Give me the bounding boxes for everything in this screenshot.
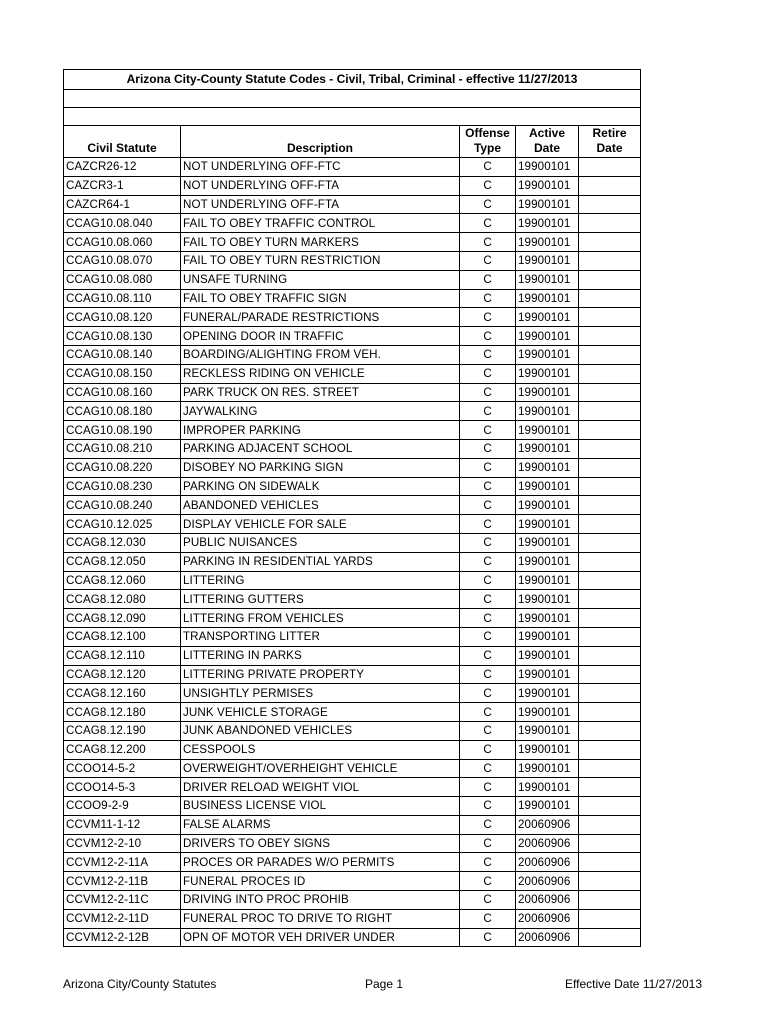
header-offense-type-line1: Offense xyxy=(465,126,510,140)
table-row xyxy=(64,721,641,740)
retire-date-cell xyxy=(579,421,641,440)
offense-type-cell: C xyxy=(460,665,516,684)
table-row xyxy=(64,421,641,440)
statute-code-cell: CCAG8.12.100 xyxy=(64,627,181,646)
description-cell: FAIL TO OBEY TRAFFIC SIGN xyxy=(181,289,460,308)
offense-type-cell: C xyxy=(460,327,516,346)
table-row xyxy=(64,251,641,270)
table-row xyxy=(64,684,641,703)
statute-code-cell: CCOO9-2-9 xyxy=(64,797,181,816)
retire-date-cell xyxy=(579,308,641,327)
active-date-cell: 19900101 xyxy=(516,515,579,534)
table-row xyxy=(64,703,641,722)
retire-date-cell xyxy=(579,158,641,177)
statute-code-cell: CCAG8.12.110 xyxy=(64,646,181,665)
retire-date-cell xyxy=(579,909,641,928)
retire-date-cell xyxy=(579,571,641,590)
active-date-cell: 19900101 xyxy=(516,327,579,346)
blank-cell xyxy=(64,108,641,126)
retire-date-cell xyxy=(579,383,641,402)
statute-code-cell: CCAG10.08.060 xyxy=(64,233,181,252)
header-retire-date-line1: Retire xyxy=(592,126,627,140)
footer-page-number: Page 1 xyxy=(365,977,404,991)
statute-code-cell: CCAG10.08.190 xyxy=(64,421,181,440)
description-cell: LITTERING IN PARKS xyxy=(181,646,460,665)
offense-type-cell: C xyxy=(460,195,516,214)
table-row xyxy=(64,270,641,289)
description-cell: FAIL TO OBEY TURN MARKERS xyxy=(181,233,460,252)
retire-date-cell xyxy=(579,853,641,872)
statute-code-cell: CCAG10.08.070 xyxy=(64,251,181,270)
active-date-cell: 19900101 xyxy=(516,721,579,740)
description-cell: FUNERAL/PARADE RESTRICTIONS xyxy=(181,308,460,327)
retire-date-cell xyxy=(579,703,641,722)
table-row xyxy=(64,609,641,628)
offense-type-cell: C xyxy=(460,646,516,665)
header-offense-type-line2: Type xyxy=(473,141,502,155)
retire-date-cell xyxy=(579,533,641,552)
table-row xyxy=(64,308,641,327)
table-row xyxy=(64,402,641,421)
active-date-cell: 19900101 xyxy=(516,552,579,571)
active-date-cell: 19900101 xyxy=(516,402,579,421)
header-civil-statute: Civil Statute xyxy=(64,126,181,158)
retire-date-cell xyxy=(579,439,641,458)
retire-date-cell xyxy=(579,195,641,214)
active-date-cell: 19900101 xyxy=(516,496,579,515)
description-cell: PARK TRUCK ON RES. STREET xyxy=(181,383,460,402)
active-date-cell: 20060906 xyxy=(516,872,579,891)
table-title: Arizona City-County Statute Codes - Civil, Tribal, Criminal - effective 11/27/2013 xyxy=(64,70,641,90)
active-date-cell: 19900101 xyxy=(516,533,579,552)
active-date-cell: 19900101 xyxy=(516,665,579,684)
offense-type-cell: C xyxy=(460,421,516,440)
header-retire-date xyxy=(579,126,641,158)
table-row xyxy=(64,928,641,947)
description-cell: BUSINESS LICENSE VIOL xyxy=(181,797,460,816)
statute-code-cell: CCVM12-2-11B xyxy=(64,872,181,891)
offense-type-cell: C xyxy=(460,439,516,458)
description-cell: FUNERAL PROCES ID xyxy=(181,872,460,891)
table-row xyxy=(64,872,641,891)
offense-type-cell: C xyxy=(460,308,516,327)
active-date-cell: 20060906 xyxy=(516,928,579,947)
header-active-date-line1: Active xyxy=(528,126,566,140)
description-cell: ABANDONED VEHICLES xyxy=(181,496,460,515)
retire-date-cell xyxy=(579,778,641,797)
retire-date-cell xyxy=(579,176,641,195)
active-date-cell: 19900101 xyxy=(516,176,579,195)
retire-date-cell xyxy=(579,515,641,534)
table-row xyxy=(64,195,641,214)
statute-code-cell: CCAG10.08.230 xyxy=(64,477,181,496)
description-cell: LITTERING FROM VEHICLES xyxy=(181,609,460,628)
description-cell: FALSE ALARMS xyxy=(181,815,460,834)
table-row xyxy=(64,214,641,233)
statute-code-cell: CCAG10.08.240 xyxy=(64,496,181,515)
active-date-cell: 19900101 xyxy=(516,477,579,496)
table-row xyxy=(64,646,641,665)
retire-date-cell xyxy=(579,552,641,571)
description-cell: JUNK ABANDONED VEHICLES xyxy=(181,721,460,740)
statute-code-cell: CCAG10.08.040 xyxy=(64,214,181,233)
description-cell: JUNK VEHICLE STORAGE xyxy=(181,703,460,722)
offense-type-cell: C xyxy=(460,759,516,778)
offense-type-cell: C xyxy=(460,891,516,910)
offense-type-cell: C xyxy=(460,703,516,722)
footer-title: Arizona City/County Statutes xyxy=(63,977,217,991)
statute-code-cell: CCAG8.12.090 xyxy=(64,609,181,628)
retire-date-cell xyxy=(579,233,641,252)
description-cell: NOT UNDERLYING OFF-FTC xyxy=(181,158,460,177)
description-cell: FAIL TO OBEY TRAFFIC CONTROL xyxy=(181,214,460,233)
active-date-cell: 19900101 xyxy=(516,609,579,628)
table-row xyxy=(64,834,641,853)
active-date-cell: 19900101 xyxy=(516,797,579,816)
active-date-cell: 19900101 xyxy=(516,778,579,797)
table-row xyxy=(64,815,641,834)
statute-code-cell: CCVM12-2-11C xyxy=(64,891,181,910)
offense-type-cell: C xyxy=(460,684,516,703)
statute-code-cell: CCAG8.12.030 xyxy=(64,533,181,552)
statute-code-cell: CCOO14-5-3 xyxy=(64,778,181,797)
offense-type-cell: C xyxy=(460,496,516,515)
retire-date-cell xyxy=(579,721,641,740)
offense-type-cell: C xyxy=(460,345,516,364)
retire-date-cell xyxy=(579,815,641,834)
statute-code-cell: CCAG10.08.180 xyxy=(64,402,181,421)
table-row xyxy=(64,627,641,646)
offense-type-cell: C xyxy=(460,909,516,928)
statute-code-cell: CCVM12-2-12B xyxy=(64,928,181,947)
description-cell: UNSAFE TURNING xyxy=(181,270,460,289)
table-row xyxy=(64,853,641,872)
retire-date-cell xyxy=(579,740,641,759)
statute-code-cell: CCAG8.12.050 xyxy=(64,552,181,571)
header-description: Description xyxy=(181,126,460,158)
blank-cell xyxy=(64,90,641,108)
retire-date-cell xyxy=(579,797,641,816)
active-date-cell: 19900101 xyxy=(516,740,579,759)
statute-code-cell: CCAG10.08.110 xyxy=(64,289,181,308)
active-date-cell: 19900101 xyxy=(516,458,579,477)
table-row xyxy=(64,439,641,458)
offense-type-cell: C xyxy=(460,458,516,477)
retire-date-cell xyxy=(579,665,641,684)
statute-code-cell: CCAG10.08.130 xyxy=(64,327,181,346)
description-cell: TRANSPORTING LITTER xyxy=(181,627,460,646)
retire-date-cell xyxy=(579,590,641,609)
table-header-row xyxy=(64,126,641,158)
retire-date-cell xyxy=(579,627,641,646)
offense-type-cell: C xyxy=(460,176,516,195)
retire-date-cell xyxy=(579,251,641,270)
active-date-cell: 20060906 xyxy=(516,834,579,853)
offense-type-cell: C xyxy=(460,571,516,590)
statute-code-cell: CCVM12-2-11A xyxy=(64,853,181,872)
statute-code-cell: CCAG8.12.190 xyxy=(64,721,181,740)
table-row xyxy=(64,477,641,496)
retire-date-cell xyxy=(579,928,641,947)
offense-type-cell: C xyxy=(460,928,516,947)
statute-code-cell: CAZCR64-1 xyxy=(64,195,181,214)
header-active-date-line2: Date xyxy=(533,141,560,155)
blank-row xyxy=(64,90,641,108)
offense-type-cell: C xyxy=(460,740,516,759)
active-date-cell: 20060906 xyxy=(516,909,579,928)
retire-date-cell xyxy=(579,834,641,853)
retire-date-cell xyxy=(579,646,641,665)
active-date-cell: 19900101 xyxy=(516,158,579,177)
offense-type-cell: C xyxy=(460,214,516,233)
table-row xyxy=(64,496,641,515)
description-cell: PARKING IN RESIDENTIAL YARDS xyxy=(181,552,460,571)
table-row xyxy=(64,571,641,590)
description-cell: DRIVERS TO OBEY SIGNS xyxy=(181,834,460,853)
offense-type-cell: C xyxy=(460,609,516,628)
offense-type-cell: C xyxy=(460,477,516,496)
statute-code-cell: CCAG10.08.210 xyxy=(64,439,181,458)
description-cell: DISOBEY NO PARKING SIGN xyxy=(181,458,460,477)
statute-code-cell: CCAG8.12.180 xyxy=(64,703,181,722)
retire-date-cell xyxy=(579,458,641,477)
description-cell: OVERWEIGHT/OVERHEIGHT VEHICLE xyxy=(181,759,460,778)
active-date-cell: 19900101 xyxy=(516,383,579,402)
statute-code-cell: CCAG8.12.120 xyxy=(64,665,181,684)
description-cell: PROCES OR PARADES W/O PERMITS xyxy=(181,853,460,872)
table-row xyxy=(64,383,641,402)
description-cell: OPN OF MOTOR VEH DRIVER UNDER xyxy=(181,928,460,947)
active-date-cell: 19900101 xyxy=(516,233,579,252)
offense-type-cell: C xyxy=(460,289,516,308)
active-date-cell: 20060906 xyxy=(516,891,579,910)
retire-date-cell xyxy=(579,327,641,346)
statute-code-cell: CCAG8.12.080 xyxy=(64,590,181,609)
table-row xyxy=(64,289,641,308)
offense-type-cell: C xyxy=(460,364,516,383)
offense-type-cell: C xyxy=(460,270,516,289)
description-cell: NOT UNDERLYING OFF-FTA xyxy=(181,176,460,195)
statute-code-cell: CCOO14-5-2 xyxy=(64,759,181,778)
offense-type-cell: C xyxy=(460,233,516,252)
description-cell: CESSPOOLS xyxy=(181,740,460,759)
description-cell: LITTERING PRIVATE PROPERTY xyxy=(181,665,460,684)
active-date-cell: 19900101 xyxy=(516,289,579,308)
retire-date-cell xyxy=(579,345,641,364)
offense-type-cell: C xyxy=(460,853,516,872)
offense-type-cell: C xyxy=(460,402,516,421)
active-date-cell: 19900101 xyxy=(516,684,579,703)
table-row xyxy=(64,740,641,759)
description-cell: IMPROPER PARKING xyxy=(181,421,460,440)
description-cell: PARKING ON SIDEWALK xyxy=(181,477,460,496)
active-date-cell: 19900101 xyxy=(516,251,579,270)
retire-date-cell xyxy=(579,891,641,910)
offense-type-cell: C xyxy=(460,383,516,402)
active-date-cell: 19900101 xyxy=(516,571,579,590)
active-date-cell: 19900101 xyxy=(516,646,579,665)
active-date-cell: 19900101 xyxy=(516,421,579,440)
statute-code-cell: CCAG10.08.140 xyxy=(64,345,181,364)
blank-row xyxy=(64,108,641,126)
table-row xyxy=(64,458,641,477)
offense-type-cell: C xyxy=(460,590,516,609)
statute-code-cell: CCAG10.08.120 xyxy=(64,308,181,327)
description-cell: DISPLAY VEHICLE FOR SALE xyxy=(181,515,460,534)
statute-code-cell: CCAG8.12.160 xyxy=(64,684,181,703)
statute-code-cell: CCAG10.08.220 xyxy=(64,458,181,477)
retire-date-cell xyxy=(579,402,641,421)
statute-code-cell: CCAG10.08.150 xyxy=(64,364,181,383)
retire-date-cell xyxy=(579,609,641,628)
description-cell: LITTERING GUTTERS xyxy=(181,590,460,609)
active-date-cell: 19900101 xyxy=(516,308,579,327)
offense-type-cell: C xyxy=(460,251,516,270)
offense-type-cell: C xyxy=(460,797,516,816)
offense-type-cell: C xyxy=(460,515,516,534)
offense-type-cell: C xyxy=(460,158,516,177)
retire-date-cell xyxy=(579,684,641,703)
statute-code-cell: CCAG8.12.200 xyxy=(64,740,181,759)
offense-type-cell: C xyxy=(460,552,516,571)
statute-code-cell: CAZCR3-1 xyxy=(64,176,181,195)
retire-date-cell xyxy=(579,214,641,233)
retire-date-cell xyxy=(579,477,641,496)
offense-type-cell: C xyxy=(460,721,516,740)
table-row xyxy=(64,364,641,383)
offense-type-cell: C xyxy=(460,533,516,552)
offense-type-cell: C xyxy=(460,778,516,797)
header-offense-type xyxy=(460,126,516,158)
active-date-cell: 19900101 xyxy=(516,345,579,364)
description-cell: FAIL TO OBEY TURN RESTRICTION xyxy=(181,251,460,270)
retire-date-cell xyxy=(579,364,641,383)
retire-date-cell xyxy=(579,872,641,891)
header-active-date xyxy=(516,126,579,158)
offense-type-cell: C xyxy=(460,834,516,853)
active-date-cell: 19900101 xyxy=(516,214,579,233)
statute-code-cell: CCAG10.08.160 xyxy=(64,383,181,402)
description-cell: DRIVING INTO PROC PROHIB xyxy=(181,891,460,910)
statute-code-cell: CCAG10.08.080 xyxy=(64,270,181,289)
description-cell: OPENING DOOR IN TRAFFIC xyxy=(181,327,460,346)
description-cell: UNSIGHTLY PERMISES xyxy=(181,684,460,703)
retire-date-cell xyxy=(579,289,641,308)
active-date-cell: 19900101 xyxy=(516,590,579,609)
active-date-cell: 19900101 xyxy=(516,439,579,458)
active-date-cell: 19900101 xyxy=(516,270,579,289)
active-date-cell: 20060906 xyxy=(516,815,579,834)
table-row xyxy=(64,327,641,346)
table-row xyxy=(64,759,641,778)
table-row xyxy=(64,515,641,534)
statute-code-cell: CCAG10.12.025 xyxy=(64,515,181,534)
description-cell: JAYWALKING xyxy=(181,402,460,421)
description-cell: FUNERAL PROC TO DRIVE TO RIGHT xyxy=(181,909,460,928)
statute-code-cell: CCAG8.12.060 xyxy=(64,571,181,590)
table-row xyxy=(64,533,641,552)
description-cell: BOARDING/ALIGHTING FROM VEH. xyxy=(181,345,460,364)
statute-code-cell: CAZCR26-12 xyxy=(64,158,181,177)
retire-date-cell xyxy=(579,759,641,778)
description-cell: NOT UNDERLYING OFF-FTA xyxy=(181,195,460,214)
table-row xyxy=(64,233,641,252)
offense-type-cell: C xyxy=(460,627,516,646)
statute-code-cell: CCVM12-2-10 xyxy=(64,834,181,853)
table-row xyxy=(64,778,641,797)
header-retire-date-line2: Date xyxy=(596,141,623,155)
offense-type-cell: C xyxy=(460,815,516,834)
active-date-cell: 20060906 xyxy=(516,853,579,872)
offense-type-cell: C xyxy=(460,872,516,891)
active-date-cell: 19900101 xyxy=(516,703,579,722)
table-row xyxy=(64,665,641,684)
table-row xyxy=(64,797,641,816)
description-cell: LITTERING xyxy=(181,571,460,590)
active-date-cell: 19900101 xyxy=(516,195,579,214)
table-row xyxy=(64,552,641,571)
active-date-cell: 19900101 xyxy=(516,759,579,778)
retire-date-cell xyxy=(579,270,641,289)
table-row xyxy=(64,345,641,364)
table-row xyxy=(64,891,641,910)
statute-table-body xyxy=(64,70,641,947)
table-title-row xyxy=(64,70,641,90)
statute-table xyxy=(63,69,641,947)
active-date-cell: 19900101 xyxy=(516,364,579,383)
table-row xyxy=(64,176,641,195)
description-cell: DRIVER RELOAD WEIGHT VIOL xyxy=(181,778,460,797)
description-cell: PUBLIC NUISANCES xyxy=(181,533,460,552)
table-row xyxy=(64,590,641,609)
description-cell: PARKING ADJACENT SCHOOL xyxy=(181,439,460,458)
statute-code-cell: CCVM12-2-11D xyxy=(64,909,181,928)
retire-date-cell xyxy=(579,496,641,515)
statute-code-cell: CCVM11-1-12 xyxy=(64,815,181,834)
table-row xyxy=(64,158,641,177)
active-date-cell: 19900101 xyxy=(516,627,579,646)
footer-effective-date: Effective Date 11/27/2013 xyxy=(565,977,702,991)
table-row xyxy=(64,909,641,928)
description-cell: RECKLESS RIDING ON VEHICLE xyxy=(181,364,460,383)
